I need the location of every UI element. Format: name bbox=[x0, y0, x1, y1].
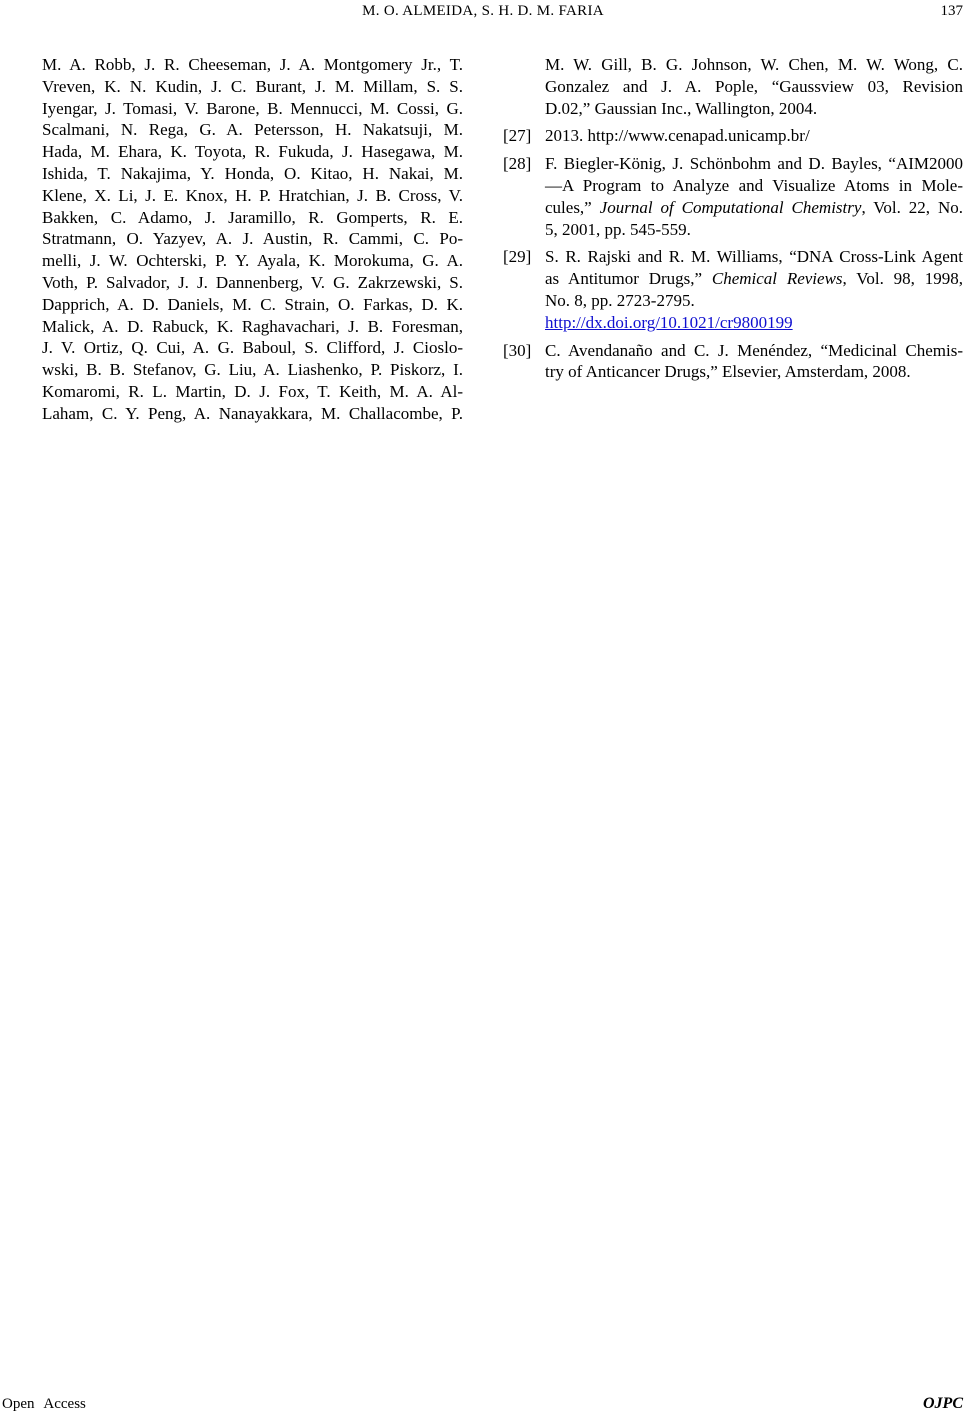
reference-run: try of Anticancer Drugs,” Elsevier, Amsterdam, 2008. bbox=[545, 362, 911, 382]
reference-line bbox=[42, 250, 463, 272]
references-column-left bbox=[42, 54, 463, 431]
reference-run: Komaromi, R. L. Martin, D. J. Fox, T. Keith, M. A. Al- bbox=[42, 381, 463, 401]
reference-run: Voth, P. Salvador, J. J. Dannenberg, V. G. Zakrzewski, S. bbox=[42, 272, 463, 292]
reference-text bbox=[545, 340, 963, 384]
reference-text bbox=[42, 54, 463, 425]
reference-run: Vreven, K. N. Kudin, J. C. Burant, J. M. Millam, S. S. bbox=[42, 76, 463, 96]
reference-line bbox=[42, 98, 463, 120]
journal-title-italic: Journal of Computational Chemistry bbox=[599, 197, 862, 217]
reference-run: J. V. Ortiz, Q. Cui, A. G. Baboul, S. Clifford, J. Cioslo- bbox=[42, 338, 463, 358]
reference-line bbox=[545, 197, 963, 219]
reference-entry-28 bbox=[503, 153, 963, 240]
reference-line bbox=[545, 153, 963, 175]
reference-run: —A Program to Analyze and Visualize Atoms in Mole- bbox=[545, 175, 963, 195]
reference-run: wski, B. B. Stefanov, G. Liu, A. Liashenko, P. Piskorz, I. bbox=[42, 360, 463, 380]
reference-line bbox=[545, 290, 963, 312]
reference-line bbox=[42, 359, 463, 381]
reference-line bbox=[545, 268, 963, 290]
reference-line bbox=[42, 207, 463, 229]
reference-line bbox=[545, 312, 963, 334]
reference-run: Dapprich, A. D. Daniels, M. C. Strain, O. Farkas, D. K. bbox=[42, 294, 463, 314]
reference-run: Scalmani, N. Rega, G. A. Petersson, H. Nakatsuji, M. bbox=[42, 120, 463, 140]
reference-line bbox=[42, 119, 463, 141]
reference-text bbox=[545, 54, 963, 119]
reference-line bbox=[545, 361, 963, 383]
reference-run: Ishida, T. Nakajima, Y. Honda, O. Kitao, H. Nakai, M. bbox=[42, 163, 463, 183]
reference-line bbox=[42, 316, 463, 338]
reference-run: 5, 2001, pp. 545-559. bbox=[545, 219, 691, 239]
reference-line bbox=[545, 125, 963, 147]
reference-line bbox=[545, 76, 963, 98]
reference-run: Stratmann, O. Yazyev, A. J. Austin, R. Cammi, C. Po- bbox=[42, 229, 463, 249]
running-head-title: M. O. ALMEIDA, S. H. D. M. FARIA bbox=[362, 3, 604, 19]
reference-line bbox=[545, 219, 963, 241]
reference-line bbox=[42, 76, 463, 98]
reference-line bbox=[42, 337, 463, 359]
reference-line bbox=[42, 54, 463, 76]
reference-number: [27] bbox=[503, 126, 532, 146]
reference-run: Laham, C. Y. Peng, A. Nanayakkara, M. Challacombe, P. bbox=[42, 403, 463, 423]
reference-line bbox=[545, 98, 963, 120]
reference-run: C. Avendanaño and C. J. Menéndez, “Medicinal Chemis- bbox=[545, 340, 963, 360]
reference-run: M. A. Robb, J. R. Cheeseman, J. A. Montgomery Jr., T. bbox=[42, 55, 463, 74]
page-number: 137 bbox=[940, 3, 963, 19]
reference-run: M. W. Gill, B. G. Johnson, W. Chen, M. W. Wong, C. bbox=[545, 55, 963, 74]
reference-run: D.02,” Gaussian Inc., Wallington, 2004. bbox=[545, 98, 818, 118]
reference-run: , Vol. 22, No. bbox=[861, 197, 963, 217]
reference-number: [30] bbox=[503, 340, 532, 360]
doi-link[interactable]: http://dx.doi.org/10.1021/cr9800199 bbox=[545, 312, 793, 332]
reference-line bbox=[545, 175, 963, 197]
reference-run: cules,” bbox=[545, 197, 600, 217]
reference-run: No. 8, pp. 2723-2795. bbox=[545, 290, 695, 310]
reference-run: Malick, A. D. Rabuck, K. Raghavachari, J. B. Foresman, bbox=[42, 316, 463, 336]
references-column-right bbox=[503, 54, 963, 431]
journal-title-italic: Chemical Reviews bbox=[711, 269, 843, 289]
reference-line bbox=[42, 141, 463, 163]
reference-line bbox=[42, 163, 463, 185]
reference-line bbox=[42, 403, 463, 425]
reference-entry-29 bbox=[503, 246, 963, 333]
reference-run: 2013. http://www.cenapad.unicamp.br/ bbox=[545, 126, 810, 146]
reference-run: S. R. Rajski and R. M. Williams, “DNA Cross-Link Agent bbox=[545, 247, 963, 267]
reference-entry-27 bbox=[503, 125, 963, 147]
reference-run: Bakken, C. Adamo, J. Jaramillo, R. Gomperts, R. E. bbox=[42, 207, 463, 227]
reference-continuation bbox=[42, 54, 463, 425]
reference-number: [28] bbox=[503, 154, 532, 174]
reference-run: Klene, X. Li, J. E. Knox, H. P. Hratchian, J. B. Cross, V. bbox=[42, 185, 463, 205]
reference-run: melli, J. W. Ochterski, P. Y. Ayala, K. Morokuma, G. A. bbox=[42, 251, 463, 271]
references-section bbox=[42, 54, 963, 431]
reference-text bbox=[545, 246, 963, 333]
reference-text bbox=[545, 125, 963, 147]
reference-line bbox=[545, 54, 963, 76]
reference-run: Gonzalez and J. A. Pople, “Gaussview 03, Revision bbox=[545, 76, 963, 96]
reference-line bbox=[545, 246, 963, 268]
reference-line bbox=[42, 228, 463, 250]
reference-run: Iyengar, J. Tomasi, V. Barone, B. Mennucci, M. Cossi, G. bbox=[42, 98, 463, 118]
footer-journal-abbrev: OJPC bbox=[923, 1395, 963, 1412]
reference-entry-30 bbox=[503, 340, 963, 384]
reference-continuation bbox=[503, 54, 963, 119]
reference-run: F. Biegler-König, J. Schönbohm and D. Bayles, “AIM2000 bbox=[545, 154, 963, 174]
reference-line bbox=[42, 272, 463, 294]
reference-text bbox=[545, 153, 963, 240]
reference-run: , Vol. 98, 1998, bbox=[842, 269, 963, 289]
reference-line bbox=[545, 340, 963, 362]
footer-license-label: Open Access bbox=[2, 1396, 86, 1412]
reference-line bbox=[42, 185, 463, 207]
reference-line bbox=[42, 381, 463, 403]
reference-run: as Antitumor Drugs,” bbox=[545, 269, 712, 289]
reference-run: Hada, M. Ehara, K. Toyota, R. Fukuda, J. Hasegawa, M. bbox=[42, 142, 463, 162]
reference-line bbox=[42, 294, 463, 316]
reference-number: [29] bbox=[503, 247, 532, 267]
